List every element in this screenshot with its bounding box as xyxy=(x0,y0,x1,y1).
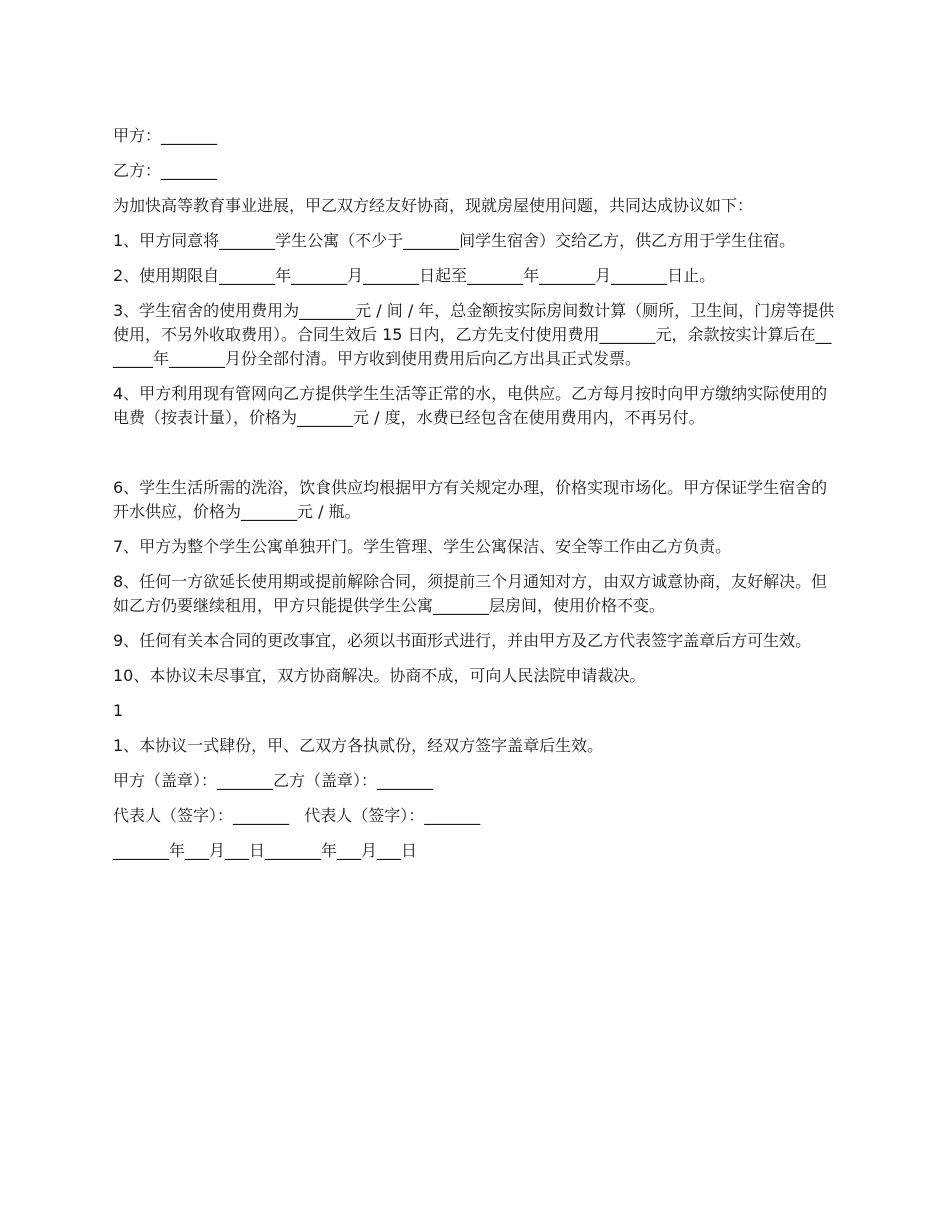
clause-11: 1、本协议一式肆份，甲、乙双方各执贰份，经双方签字盖章后生效。 xyxy=(113,736,604,755)
clause-1: 1、甲方同意将_______学生公寓（不少于_______间学生宿舍）交给乙方，供乙方用于学生住宿。 xyxy=(113,231,796,250)
clause-3: 3、学生宿舍的使用费用为_______元 / 间 / 年，总金额按实际房间数计算（厕所，卫生间，门房等提供使用，不另外收取费用）。合同生效后 15 日内，乙方先支付使用费用_______元，余款按实计算后在_______年_______月份全部付清。甲方收到使用费用后向乙方出具正式发票。 xyxy=(113,301,835,368)
document-body xyxy=(113,124,835,874)
page-number: 1 xyxy=(113,701,124,720)
clause-6: 6、学生生活所需的洗浴，饮食供应均根据甲方有关规定办理，价格实现市场化。甲方保证学生宿舍的开水供应，价格为_______元 / 瓶。 xyxy=(113,478,828,521)
clause-2: 2、使用期限自_______年_______月_______日起至_______年_______月_______日止。 xyxy=(113,266,716,285)
clause-9: 9、任何有关本合同的更改事宜，必须以书面形式进行，并由甲方及乙方代表签字盖章后方可生效。 xyxy=(113,631,812,650)
party-b-line: 乙方：_______ xyxy=(113,161,218,180)
date-line: _______年___月___日_______年___月___日 xyxy=(113,841,418,860)
seal-line: 甲方（盖章）：_______乙方（盖章）：_______ xyxy=(113,771,434,790)
blank-gap xyxy=(113,441,835,465)
clause-10: 10、本协议未尽事宜，双方协商解决。协商不成，可向人民法院申请裁决。 xyxy=(113,666,646,685)
clause-7: 7、甲方为整个学生公寓单独开门。学生管理、学生公寓保洁、安全等工作由乙方负责。 xyxy=(113,537,732,556)
clause-8: 8、任何一方欲延长使用期或提前解除合同，须提前三个月通知对方，由双方诚意协商，友好解决。但如乙方仍要继续租用，甲方只能提供学生公寓_______层房间，使用价格不变。 xyxy=(113,572,828,615)
intro-paragraph: 为加快高等教育事业进展，甲乙双方经友好协商，现就房屋使用问题，共同达成协议如下： xyxy=(113,196,754,215)
signature-line: 代表人（签字）：_______ 代表人（签字）：_______ xyxy=(113,806,481,825)
clause-4: 4、甲方利用现有管网向乙方提供学生生活等正常的水，电供应。乙方每月按时向甲方缴纳实际使用的电费（按表计量），价格为_______元 / 度，水费已经包含在使用费用内，不再另付。 xyxy=(113,384,828,427)
party-a-line: 甲方：_______ xyxy=(113,126,218,145)
